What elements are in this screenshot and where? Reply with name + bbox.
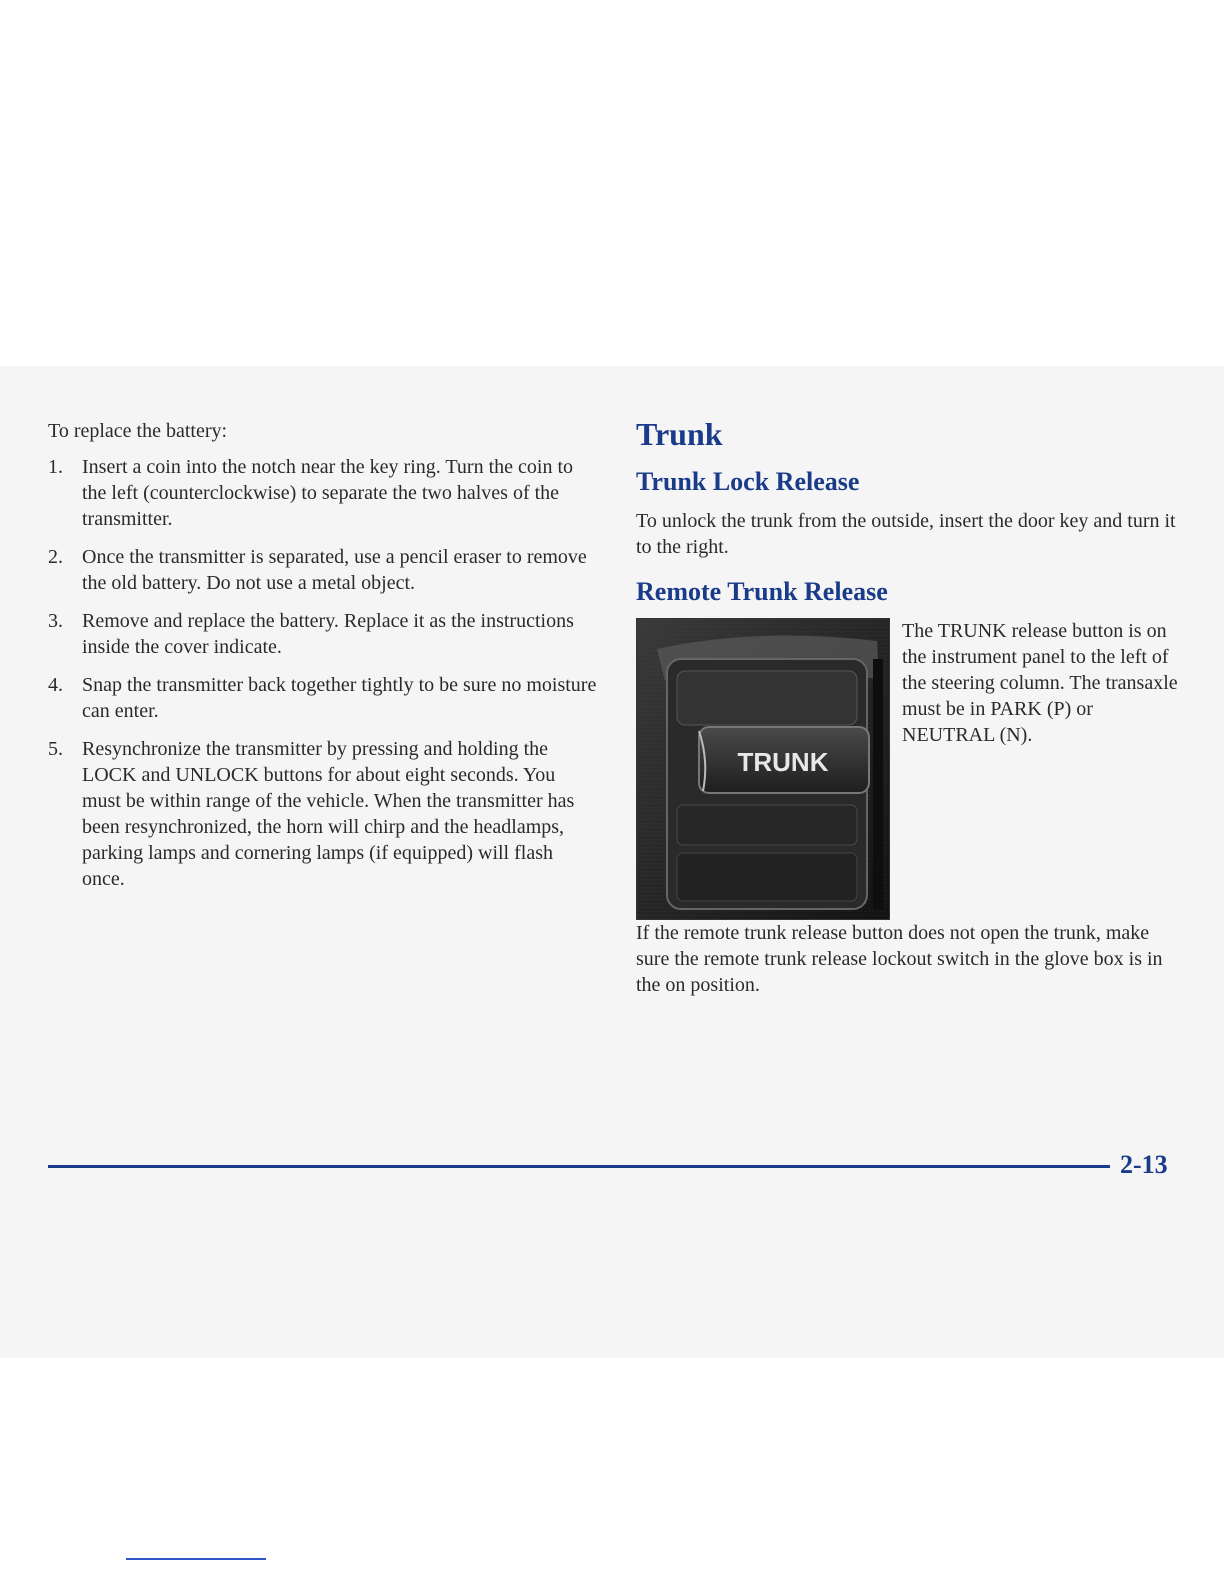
step-item-4 xyxy=(48,672,598,724)
step-number: 2. xyxy=(48,546,63,568)
step-number: 1. xyxy=(48,456,63,478)
step-item-1 xyxy=(48,454,598,532)
remote-release-side-text: The TRUNK release button is on the instrument panel to the left of the steering column. The transaxle must be in PARK (P) or NEUTRAL (N). xyxy=(902,620,1178,746)
section-title: Trunk xyxy=(636,416,723,452)
step-number: 4. xyxy=(48,674,63,696)
footer-underline xyxy=(126,1558,266,1560)
left-column xyxy=(48,418,598,904)
step-number: 3. xyxy=(48,610,63,632)
step-text: Snap the transmitter back together tightly to be sure no moisture can enter. xyxy=(82,674,597,722)
trunk-button-photo xyxy=(636,618,890,920)
remote-trunk-release-heading: Remote Trunk Release xyxy=(636,577,888,606)
step-text: Resynchronize the transmitter by pressing and holding the LOCK and UNLOCK buttons for about eight seconds. You must be within range of the vehicle. When the transmitter has been resynchronized, the horn will chirp and the headlamps, parking lamps and cornering lamps (if equipped) will flash once. xyxy=(82,738,575,890)
remote-release-bottom-text: If the remote trunk release button does not open the trunk, make sure the remote trunk release lockout switch in the glove box is in the on position. xyxy=(636,922,1163,996)
page-number: 2-13 xyxy=(1120,1150,1168,1179)
trunk-button-label: TRUNK xyxy=(737,747,829,777)
right-column xyxy=(636,414,1180,1014)
intro-text: To replace the battery: xyxy=(48,420,228,442)
step-item-5 xyxy=(48,736,598,892)
step-text: Insert a coin into the notch near the key ring. Turn the coin to the left (counterclockwise) to separate the two halves of the transmitter. xyxy=(82,456,574,530)
footer-rule xyxy=(48,1165,1110,1168)
battery-steps-list xyxy=(48,454,598,892)
trunk-lock-release-heading: Trunk Lock Release xyxy=(636,467,860,496)
trunk-lock-release-text: To unlock the trunk from the outside, insert the door key and turn it to the right. xyxy=(636,510,1176,558)
step-item-2 xyxy=(48,544,598,596)
step-item-3 xyxy=(48,608,598,660)
step-number: 5. xyxy=(48,738,63,760)
step-text: Remove and replace the battery. Replace it as the instructions inside the cover indicate. xyxy=(82,610,574,658)
trunk-button-illustration xyxy=(637,619,889,919)
remote-release-figure xyxy=(636,618,1180,920)
step-text: Once the transmitter is separated, use a pencil eraser to remove the old battery. Do not use a metal object. xyxy=(82,546,587,594)
